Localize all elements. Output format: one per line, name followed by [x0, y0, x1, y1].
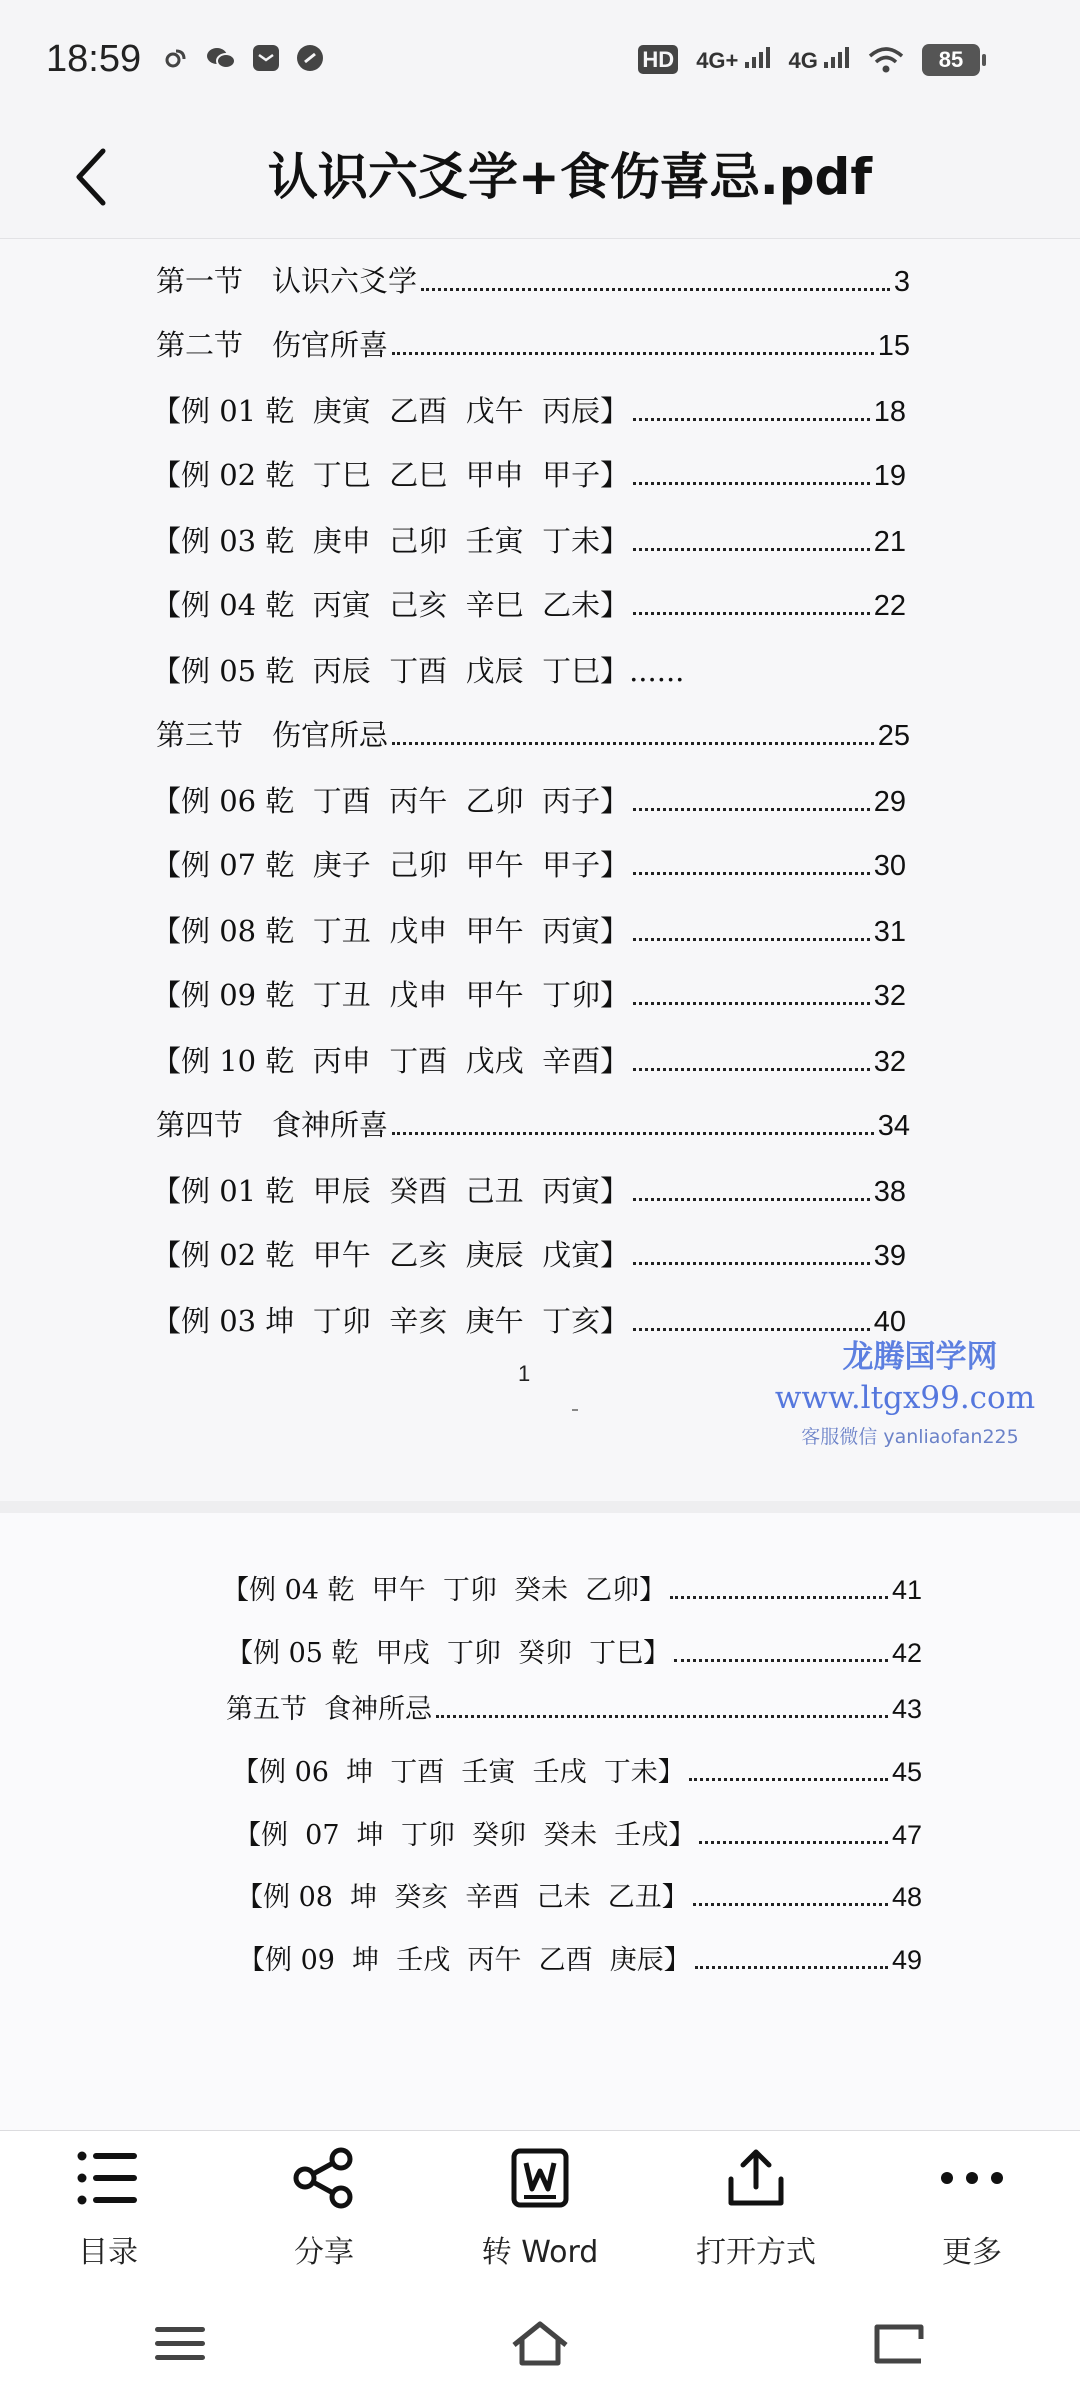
toc-entry-page: 39 — [873, 1240, 906, 1272]
net2-label: 4G — [788, 48, 818, 73]
system-nav-bar — [0, 2280, 1080, 2408]
toolbar-label: 更多 — [942, 2235, 1002, 2270]
toc-entry[interactable] — [152, 389, 906, 430]
list-icon — [73, 2143, 143, 2213]
toc-entry[interactable] — [232, 1750, 922, 1789]
toc-entry[interactable] — [156, 1103, 910, 1144]
toc-leader-dots — [633, 611, 870, 615]
toc-leader-dots — [392, 1131, 874, 1135]
back-icon — [873, 2321, 927, 2367]
toc-leader-dots — [633, 1197, 870, 1201]
nav-home-button[interactable] — [495, 2299, 585, 2389]
toc-entry-page: 43 — [891, 1694, 922, 1724]
toc-entry-page: 45 — [891, 1757, 922, 1787]
home-icon — [510, 2319, 570, 2369]
watermark-line2: www.ltgx99.com — [774, 1380, 1036, 1416]
toc-entry[interactable] — [236, 1875, 922, 1914]
toc-entry[interactable] — [156, 713, 910, 754]
pdf-page-1 — [0, 239, 1080, 1501]
toc-entry[interactable] — [152, 843, 906, 884]
toolbar-label: 打开方式 — [696, 2235, 816, 2270]
toc-leader-dots — [633, 937, 870, 941]
toc-entry-label: 【例 07 乾 庚子 己卯 甲午 甲子】 — [152, 848, 630, 882]
toc-leader-dots — [633, 1001, 870, 1005]
word-convert-icon — [505, 2143, 575, 2213]
toc-entry[interactable] — [226, 1687, 922, 1726]
toc-leader-dots — [392, 351, 874, 355]
toc-entry-label: 【例 02 乾 甲午 乙亥 庚辰 戊寅】 — [152, 1238, 630, 1272]
toc-entry-page: 29 — [873, 786, 906, 818]
share-icon — [289, 2143, 359, 2213]
toolbar-toc-button[interactable] — [0, 2131, 216, 2281]
toc-entry[interactable] — [152, 1169, 906, 1210]
status-time: 18:59 — [46, 38, 142, 80]
toc-entry-page: 3 — [893, 266, 910, 298]
toc-entry-page: 41 — [891, 1575, 922, 1605]
toc-entry-page: 18 — [873, 396, 906, 428]
toc-entry-page: 42 — [891, 1638, 922, 1668]
watermark-line1: 龙腾国学网 — [842, 1339, 998, 1375]
nav-back-button[interactable] — [855, 2299, 945, 2389]
battery-indicator — [922, 44, 980, 76]
toolbar-share-button[interactable] — [216, 2131, 432, 2281]
toc-entry-label: 【例 01 乾 庚寅 乙酉 戊午 丙辰】 — [152, 394, 630, 428]
toc-leader-dots — [633, 1067, 870, 1071]
wifi-icon — [868, 46, 904, 74]
toolbar-label: 转 Word — [481, 2235, 599, 2270]
toc-entry[interactable] — [234, 1813, 922, 1852]
hd-badge — [638, 47, 678, 73]
toc-leader-dots — [436, 1714, 888, 1718]
toc-entry[interactable] — [152, 519, 906, 560]
toc-entry[interactable] — [156, 323, 910, 364]
toolbar-label: 分享 — [294, 2235, 354, 2270]
status-bar — [0, 0, 1080, 120]
toc-leader-dots — [695, 1965, 888, 1969]
toc-entry-label: 【例 08 坤 癸亥 辛酉 己未 乙丑】 — [236, 1882, 689, 1913]
toc-entry-page: 40 — [873, 1306, 906, 1338]
toc-entry[interactable] — [156, 259, 910, 300]
link-icon — [164, 45, 190, 71]
toc-entry[interactable] — [152, 453, 906, 494]
toc-entry-page: 38 — [873, 1176, 906, 1208]
toc-leader-dots — [633, 481, 870, 485]
toc-entry-label: 【例 06 乾 丁酉 丙午 乙卯 丙子】 — [152, 784, 630, 818]
toc-entry-label: 【例 04 乾 丙寅 己亥 辛巳 乙未】 — [152, 588, 630, 622]
toc-entry-label: 【例 04 乾 甲午 丁卯 癸未 乙卯】 — [222, 1575, 667, 1606]
toc-entry-label: 【例 01 乾 甲辰 癸酉 己丑 丙寅】 — [152, 1174, 630, 1208]
toc-entry[interactable] — [152, 649, 692, 690]
toc-leader-dots — [633, 1327, 870, 1331]
toc-leader-dots — [633, 547, 870, 551]
toc-entry-label: 第一节 认识六爻学 — [156, 264, 418, 298]
pdf-viewer[interactable] — [0, 239, 1080, 2130]
watermark-line3: 客服微信 yanliaofan225 — [801, 1426, 1019, 1448]
toc-entry-label: 【例 09 乾 丁丑 戊申 甲午 丁卯】 — [152, 978, 630, 1012]
toolbar-open-with-button[interactable] — [648, 2131, 864, 2281]
battery-level: 85 — [938, 47, 964, 72]
toc-entry-label: 【例 08 乾 丁丑 戊申 甲午 丙寅】 — [152, 914, 630, 948]
toc-entry-page: 30 — [873, 850, 906, 882]
toc-entry-label: 【例 05 乾 丙辰 丁酉 戊辰 丁巳】...... — [152, 654, 685, 688]
toc-entry-label: 【例 06 坤 丁酉 壬寅 壬戌 丁未】 — [232, 1757, 685, 1788]
toc-entry[interactable] — [152, 909, 906, 950]
toc-entry-page: 32 — [873, 1046, 906, 1078]
toc-leader-dots — [633, 871, 870, 875]
toc-entry-page: 15 — [877, 330, 910, 362]
toc-entry-label: 【例 10 乾 丙申 丁酉 戊戌 辛酉】 — [152, 1044, 630, 1078]
toc-entry[interactable] — [152, 779, 906, 820]
toc-leader-dots — [693, 1902, 888, 1906]
toc-leader-dots — [633, 417, 870, 421]
toc-leader-dots — [392, 741, 874, 745]
toc-entry-page: 47 — [891, 1820, 922, 1850]
toolbar-more-button[interactable] — [864, 2131, 1080, 2281]
net1-label: 4G+ — [696, 48, 739, 73]
nav-recents-button[interactable] — [135, 2299, 225, 2389]
toc-entry[interactable] — [238, 1938, 922, 1977]
toc-entry-page: 21 — [873, 526, 906, 558]
toc-entry-label: 【例 03 坤 丁卯 辛亥 庚午 丁亥】 — [152, 1304, 630, 1338]
document-title: 认识六爻学+食伤喜忌.pdf — [267, 148, 873, 206]
toc-entry-label: 第五节 食神所忌 — [226, 1694, 433, 1725]
toc-entry-page: 31 — [873, 916, 906, 948]
toc-entry[interactable] — [152, 973, 906, 1014]
toc-leader-dots — [421, 287, 890, 291]
toc-entry[interactable] — [152, 1299, 906, 1340]
pdf-page-2 — [0, 1513, 1080, 2130]
toc-entry-page: 32 — [873, 980, 906, 1012]
toc-entry[interactable] — [152, 1233, 906, 1274]
more-icon — [937, 2143, 1007, 2213]
signal-4g-plus — [696, 46, 770, 74]
signal-4g — [789, 46, 850, 74]
toc-entry-label: 【例 03 乾 庚申 己卯 壬寅 丁未】 — [152, 524, 630, 558]
toc-leader-dots — [699, 1840, 888, 1844]
app-icon — [296, 44, 324, 72]
toc-entry-label: 第四节 食神所喜 — [156, 1108, 389, 1142]
toc-entry-label: 【例 02 乾 丁巳 乙巳 甲申 甲子】 — [152, 458, 630, 492]
status-left-icons — [164, 44, 324, 72]
toolbar-convert-word-button[interactable] — [432, 2131, 648, 2281]
title-bar — [0, 120, 1080, 239]
mail-icon — [252, 44, 280, 72]
toc-entry-page: 48 — [891, 1882, 922, 1912]
toc-entry-page: 25 — [877, 720, 910, 752]
toc-entry-label: 第三节 伤官所忌 — [156, 718, 389, 752]
page-number: 1 — [518, 1361, 531, 1386]
toc-entry-page: 49 — [891, 1945, 922, 1975]
toolbar-label: 目录 — [78, 2235, 138, 2270]
toc-entry-label: 【例 09 坤 壬戌 丙午 乙酉 庚辰】 — [238, 1945, 691, 1976]
hd-label: HD — [638, 45, 678, 74]
menu-icon — [155, 2325, 205, 2363]
signal-bars-icon — [745, 46, 771, 68]
bottom-toolbar — [0, 2130, 1080, 2281]
open-with-icon — [721, 2143, 791, 2213]
toc-entry-page: 22 — [873, 590, 906, 622]
toc-entry-page: 34 — [877, 1110, 910, 1142]
toc-leader-dots — [674, 1658, 888, 1662]
toc-leader-dots — [670, 1595, 888, 1599]
toc-entry[interactable] — [222, 1568, 922, 1607]
back-arrow-icon — [71, 147, 111, 207]
wechat-icon — [206, 45, 236, 71]
toc-entry-label: 【例 05 乾 甲戌 丁卯 癸卯 丁巳】 — [226, 1638, 671, 1669]
toc-leader-dots — [633, 1261, 870, 1265]
scan-speck — [572, 1409, 578, 1411]
toc-entry-label: 【例 07 坤 丁卯 癸卯 癸未 壬戌】 — [234, 1820, 696, 1851]
signal-bars-icon — [824, 46, 850, 68]
toc-entry-page: 19 — [873, 460, 906, 492]
toc-entry[interactable] — [152, 583, 906, 624]
toc-leader-dots — [633, 807, 870, 811]
toc-entry[interactable] — [226, 1631, 922, 1670]
back-button[interactable] — [56, 142, 126, 212]
status-right-icons — [638, 44, 980, 76]
toc-entry[interactable] — [152, 1039, 906, 1080]
toc-leader-dots — [689, 1777, 888, 1781]
toc-entry-label: 第二节 伤官所喜 — [156, 328, 389, 362]
